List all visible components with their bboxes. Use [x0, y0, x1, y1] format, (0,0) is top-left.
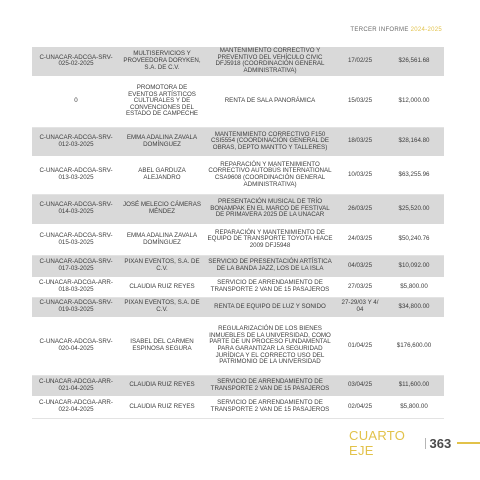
- supplier-name: PIXAN EVENTOS, S.A. DE C.V.: [120, 255, 204, 277]
- contract-number: C-UNACAR-ADCGA-ARR-018-03-2025: [32, 277, 120, 297]
- table-row: [32, 194, 444, 224]
- contract-number: C-UNACAR-ADCGA-ARR-022-04-2025: [32, 396, 120, 418]
- supplier-name: PIXAN EVENTOS, S.A. DE C.V.: [120, 297, 204, 317]
- service-concept: SERVICIO DE PRESENTACIÓN ARTÍSTICA DE LA BANDA JAZZ, LOS DE LA ISLA: [204, 255, 336, 277]
- table-row: [32, 297, 444, 317]
- service-concept: SERVICIO DE ARRENDAMIENTO DE TRANSPORTE 2 VAN DE 15 PASAJEROS: [204, 375, 336, 396]
- supplier-name: ABEL GARDUZA ALEJANDRO: [120, 156, 204, 194]
- contract-number: C-UNACAR-ADCGA-SRV-020-04-2025: [32, 317, 120, 375]
- contract-number: C-UNACAR-ADCGA-SRV-013-03-2025: [32, 156, 120, 194]
- contract-date: 27/03/25: [336, 277, 384, 297]
- page-number: 363: [429, 435, 452, 451]
- contract-amount: $5,800.00: [384, 277, 444, 297]
- contract-date: 24/03/25: [336, 224, 384, 255]
- supplier-name: EMMA ADALINA ZAVALA DOMÍNGUEZ: [120, 224, 204, 255]
- table-row: [32, 156, 444, 194]
- supplier-name: PROMOTORA DE EVENTOS ARTÍSTICOS CULTURALES Y DE CONVENCIONES DEL ESTADO DE CAMPECHE: [120, 76, 204, 127]
- service-concept: REPARACIÓN Y MANTENIMIENTO CORRECTIVO AUTOBÚS INTERNATIONAL CSA9608 (COORDINACIÓN GENERAL ADMINISTRATIVA): [204, 156, 336, 194]
- service-concept: RENTA DE EQUIPO DE LUZ Y SONIDO: [204, 297, 336, 317]
- page-footer: [349, 428, 480, 458]
- service-concept: SERVICIO DE ARRENDAMIENTO DE TRANSPORTE 2 VAN DE 15 PASAJEROS: [204, 396, 336, 418]
- contract-date: 15/03/25: [336, 76, 384, 127]
- supplier-name: EMMA ADALINA ZAVALA DOMÍNGUEZ: [120, 127, 204, 156]
- table-row: [32, 47, 444, 76]
- supplier-name: MULTISERVICIOS Y PROVEEDORA DORYKEN, S.A. DE C.V.: [120, 47, 204, 76]
- contract-number: C-UNACAR-ADCGA-ARR-021-04-2025: [32, 375, 120, 396]
- service-concept: SERVICIO DE ARRENDAMIENTO DE TRANSPORTE 2 VAN DE 15 PASAJEROS: [204, 277, 336, 297]
- contract-date: 18/03/25: [336, 127, 384, 156]
- contract-date: 01/04/25: [336, 317, 384, 375]
- supplier-name: CLAUDIA RUIZ REYES: [120, 375, 204, 396]
- contract-number: C-UNACAR-ADCGA-SRV-014-03-2025: [32, 194, 120, 224]
- service-concept: REGULARIZACIÓN DE LOS BIENES INMUEBLES DE LA UNIVERSIDAD, COMO PARTE DE UN PROCESO FUNDAMENTAL PARA GARANTIZAR LA SEGURIDAD JURÍDICA Y EL CORRECTO USO DEL PATRIMONIO DE LA UNIVERSIDAD: [204, 317, 336, 375]
- table-row: [32, 396, 444, 418]
- contract-amount: $63,255.96: [384, 156, 444, 194]
- table-row: [32, 224, 444, 255]
- footer-divider: [425, 438, 426, 449]
- supplier-name: CLAUDIA RUIZ REYES: [120, 396, 204, 418]
- supplier-name: ISABEL DEL CARMEN ESPINOSA SEGURA: [120, 317, 204, 375]
- contract-amount: $5,800.00: [384, 396, 444, 418]
- contract-date: 02/04/25: [336, 396, 384, 418]
- contract-number: C-UNACAR-ADCGA-SRV-015-03-2025: [32, 224, 120, 255]
- contract-number: C-UNACAR-ADCGA-SRV-012-03-2025: [32, 127, 120, 156]
- contracts-table: [32, 47, 444, 419]
- contract-amount: $28,164.80: [384, 127, 444, 156]
- contract-amount: $34,800.00: [384, 297, 444, 317]
- service-concept: MANTENIMIENTO CORRECTIVO F150 CSI5554 (COORDINACIÓN GENERAL DE OBRAS, DEPTO MANTTO Y TALLERES): [204, 127, 336, 156]
- service-concept: REPARACIÓN Y MANTENIMIENTO DE EQUIPO DE TRANSPORTE TOYOTA HIACE 2009 DFJ5948: [204, 224, 336, 255]
- contract-amount: $10,092.00: [384, 255, 444, 277]
- section-label: CUARTO EJE: [349, 428, 406, 458]
- supplier-name: JOSÉ MELECIO CÁMERAS MÉNDEZ: [120, 194, 204, 224]
- table-row: [32, 375, 444, 396]
- service-concept: MANTENIMIENTO CORRECTIVO Y PREVENTIVO DEL VEHÍCULO CIVIC DFJ5918 (COORDINACIÓN GENERAL ADMINISTRATIVA): [204, 47, 336, 76]
- report-title: TERCER INFORME: [350, 27, 409, 33]
- service-concept: PRESENTACIÓN MUSICAL DE TRÍO BONAMPAK EN EL MARCO DE FESTIVAL DE PRIMAVERA 2025 DE LA UNACAR: [204, 194, 336, 224]
- table-row: [32, 277, 444, 297]
- contract-date: 04/03/25: [336, 255, 384, 277]
- contract-number: C-UNACAR-ADCGA-SRV-017-03-2025: [32, 255, 120, 277]
- footer-accent-line: [457, 442, 480, 444]
- table-row: [32, 127, 444, 156]
- contract-date: 17/02/25: [336, 47, 384, 76]
- contract-date: 10/03/25: [336, 156, 384, 194]
- contract-number: C-UNACAR-ADCGA-SRV-025-02-2025: [32, 47, 120, 76]
- contract-amount: $12,000.00: [384, 76, 444, 127]
- contract-number: C-UNACAR-ADCGA-SRV-019-03-2025: [32, 297, 120, 317]
- contract-amount: $50,240.76: [384, 224, 444, 255]
- report-header: [350, 27, 442, 33]
- contract-amount: $11,600.00: [384, 375, 444, 396]
- table-row: [32, 255, 444, 277]
- table-row: [32, 76, 444, 127]
- table-row: [32, 317, 444, 375]
- contract-date: 26/03/25: [336, 194, 384, 224]
- supplier-name: CLAUDIA RUIZ REYES: [120, 277, 204, 297]
- contract-date: 03/04/25: [336, 375, 384, 396]
- contract-amount: $176,600.00: [384, 317, 444, 375]
- contract-number: 0: [32, 76, 120, 127]
- contract-date: 27-29/03 Y 4/ 04: [336, 297, 384, 317]
- service-concept: RENTA DE SALA PANORÁMICA: [204, 76, 336, 127]
- report-years: 2024-2025: [410, 27, 442, 33]
- contract-amount: $26,561.68: [384, 47, 444, 76]
- contract-amount: $25,520.00: [384, 194, 444, 224]
